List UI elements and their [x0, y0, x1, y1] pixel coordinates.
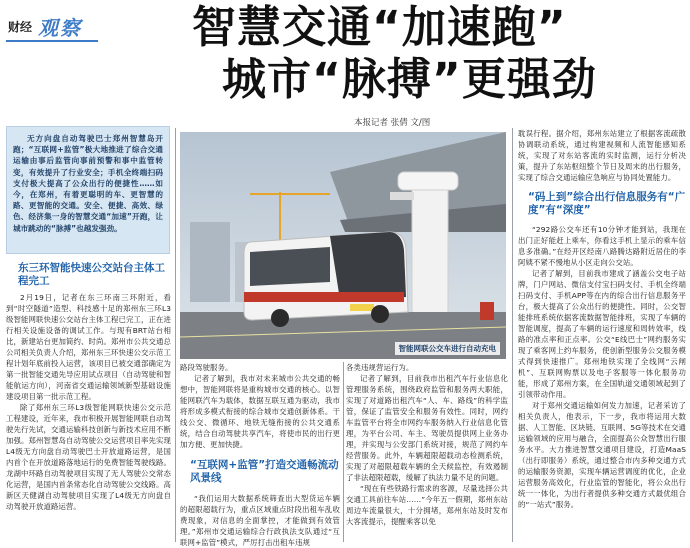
- section1-paragraph: 2月19日，记者在东三环南三环附近，看到“时空隧道”造型、科技感十足的郑州东三环L3级智能网联快速公交站台主体工程已完工，正在进行相关设施设备的调试工作。与现有BRT站台相比，新建站台更加简约、时尚。郑州市公共交通总公司相关负责人介绍，郑州东三环快速公交示范工程计划年底前投入运营，该项目已被交通部确定为第一批智能交通先导应用试点项目（自动驾驶和智能航运方向），河南省交通运输领域新型基础设施建设项目第一批示范工程。: [6, 293, 171, 401]
- col3-paragraph: 记者了解到，目前我市出租汽车行业信息化管理服务系统，围绕政府监管和服务两大职能，实现了对道路出租汽车“人、车、路线”的科学监管，保证了监管安全和服务有效性。同时，网约车监管平台将全市网约车服务纳入行业信息化管理，为平台公司、车主、驾驶员提供网上业务办理，并实现与公安部门系统对接，规范了网约车经营服务。此外，车辆超限超载动态检测系统，实现了对超限超载车辆的全天候监控，有效遏制了非法超限超载，缓解了执法力量不足的问题。: [346, 374, 508, 482]
- col3-paragraph: “现在有些铁路行需求的客源，尽量选择公共交通工具前往车站……”今年五一假期，郑州东站周边车流量很大，十分拥堵，郑州东站及时发布大客流提示，提醒乘客以免: [346, 484, 508, 526]
- col4-paragraph: “292路公交车还有10分钟才能到站，我现在出门正好能赶上乘车，你看这手机上显示的乘车信息多准确。”在经开区经南八路腾达路附近居住的李阿姨不紧不慢地从小区走向公交站。: [518, 225, 686, 267]
- headline-line-1: 智慧交通“加速跑”: [192, 2, 567, 53]
- lead-text: 无方向盘自动驾驶巴士郑州智慧岛开跑；“互联网+监管”极大地推进了综合交通运输由事后监管向事前预警和事中监管转变，有效提升了行业安全；手机全终端扫码支付极大提高了公众出行的便捷性……如今，在郑州，有着更聪明的车、更智慧的路、更智能的交通。安全、便捷、高效、绿色、经济集一身的智慧交通“加速”开跑，让城市跳动的“脉搏”也越发强劲。: [13, 134, 163, 233]
- column-divider: [175, 128, 176, 542]
- column-2: [180, 362, 340, 547]
- section1-title: 东三环智能快速公交站台主体工程完工: [18, 262, 165, 287]
- headline-line-2: 城市“脉搏”更强劲: [222, 54, 597, 105]
- col4-paragraph: 记者了解到，目前我市建成了涵盖公交电子站牌，门户网站、微信支付宝扫码支付、手机全终端扫码支付、手机APP等在内的综合出行信息服务平台，极大提高了公众出行的便捷性。同时，公交智能排班系统依据客流数据智能排班，实现了车辆的智能调度，提高了车辆的运行速度和周转效率，线路的准点率和正点率。公交“E线巴士”网约服务实现了乘客网上约车服务，使创新型服务公交服务模式得到快速推广。郑州地铁实现了全线网“云闸机”、互联网购票以及电子客服等一体化服务功能，形成了郑州方案，在全国轨道交通领域起到了引领带动作用。: [518, 269, 686, 399]
- column-1: [6, 292, 171, 542]
- col4-subhead: “码上到”综合出行信息服务有“广度”有“深度”: [528, 191, 686, 216]
- col2-paragraph: 路段驾驶服务。: [180, 363, 233, 372]
- lead-box: [6, 126, 170, 254]
- col2-subhead: “互联网+监管”打造交通畅流动风景线: [190, 459, 339, 484]
- byline: 本报记者 张倩 文/图: [354, 118, 431, 128]
- bus-photo-illustration: [180, 132, 506, 359]
- column-divider: [512, 128, 513, 542]
- column-logo: [6, 10, 98, 40]
- section1-paragraph: 除了郑州东三环L3级智能网联快速公交示范工程建设，近年来，我市积极开展智能网联自动驾驶先行先试，交通运输科技创新与新技术应用不断加强。郑州智慧岛自动驾驶公交运营项目率先实现L4级无方向盘自动驾驶巴士开放道路运营，是国内首个在开放道路落地运行的免费智能驾驶线路。龙湖中环路自动驾驶项目实现了无人驾驶公交常态化运营，是国内首条常态化自动驾驶公交线路。高新区天健湖自动驾驶项目实现了L4级无方向盘自动驾驶开放道路运营。: [6, 403, 171, 511]
- col4-paragraph: 对于郑州交通运输如何发力加速，记者采访了相关负责人，他表示，下一步，我市将运用大数据、人工智能、区块链、互联网、5G等技术在交通运输领域的应用与融合，全面提高公众智慧出行服务水平。大力推进智慧交通项目建设，打造MaaS（出行即服务）系统，通过整合市内多种交通方式的运输服务资源，实现车辆运营调度的优化，企业运营服务高效化，行业监管的智能化，将公众出行统一一体化，为出行者提供多种交通方式最优组合的“一站式”服务。: [518, 401, 686, 509]
- column-4: [518, 128, 686, 542]
- col2-paragraph: “我们运用大数据系统筛查出大型货运车辆的超限超载行为，重点区域重点时段出租车乱收费现象，对信息的全面掌控，才能做到有效管理。”郑州市交通运输综合行政执法支队通过“互联网+监管”模式，严厉打击出租车违规: [180, 494, 340, 547]
- bus-photo: [180, 132, 506, 359]
- column-name: 观察: [38, 16, 82, 40]
- logo-rule: [6, 40, 98, 42]
- column-prefix: 财经: [8, 20, 33, 34]
- col4-paragraph: 耽误行程。据介绍，郑州东站建立了根据客流疏散协调联动系统，通过构建视频和人流智能感知系统，实现了对东站客流的实时监测，运行分析决策，提升了东站枢纽整个节日及周末的出行服务，实现了综合交通运输应急响应与协同处置能力。: [518, 129, 686, 182]
- col3-paragraph: 各类违规营运行为。: [346, 363, 414, 372]
- photo-caption: 智能网联公交车进行自动充电: [395, 342, 501, 355]
- col2-paragraph: 记者了解到，我市对未来城市公共交通的畅想中，智能网联将是重构城市交通的核心。以智能网联汽车为载体，数据互联互通为驱动，我市将形成多模式衔接的综合城市交通创新体系。干线公交、微循环、地铁无缝衔接的公共交通系统，结合自动驾驶共享汽车，将使市民的出行更加方便、更加快捷。: [180, 374, 340, 449]
- column-divider: [343, 362, 344, 542]
- column-3: [346, 362, 508, 542]
